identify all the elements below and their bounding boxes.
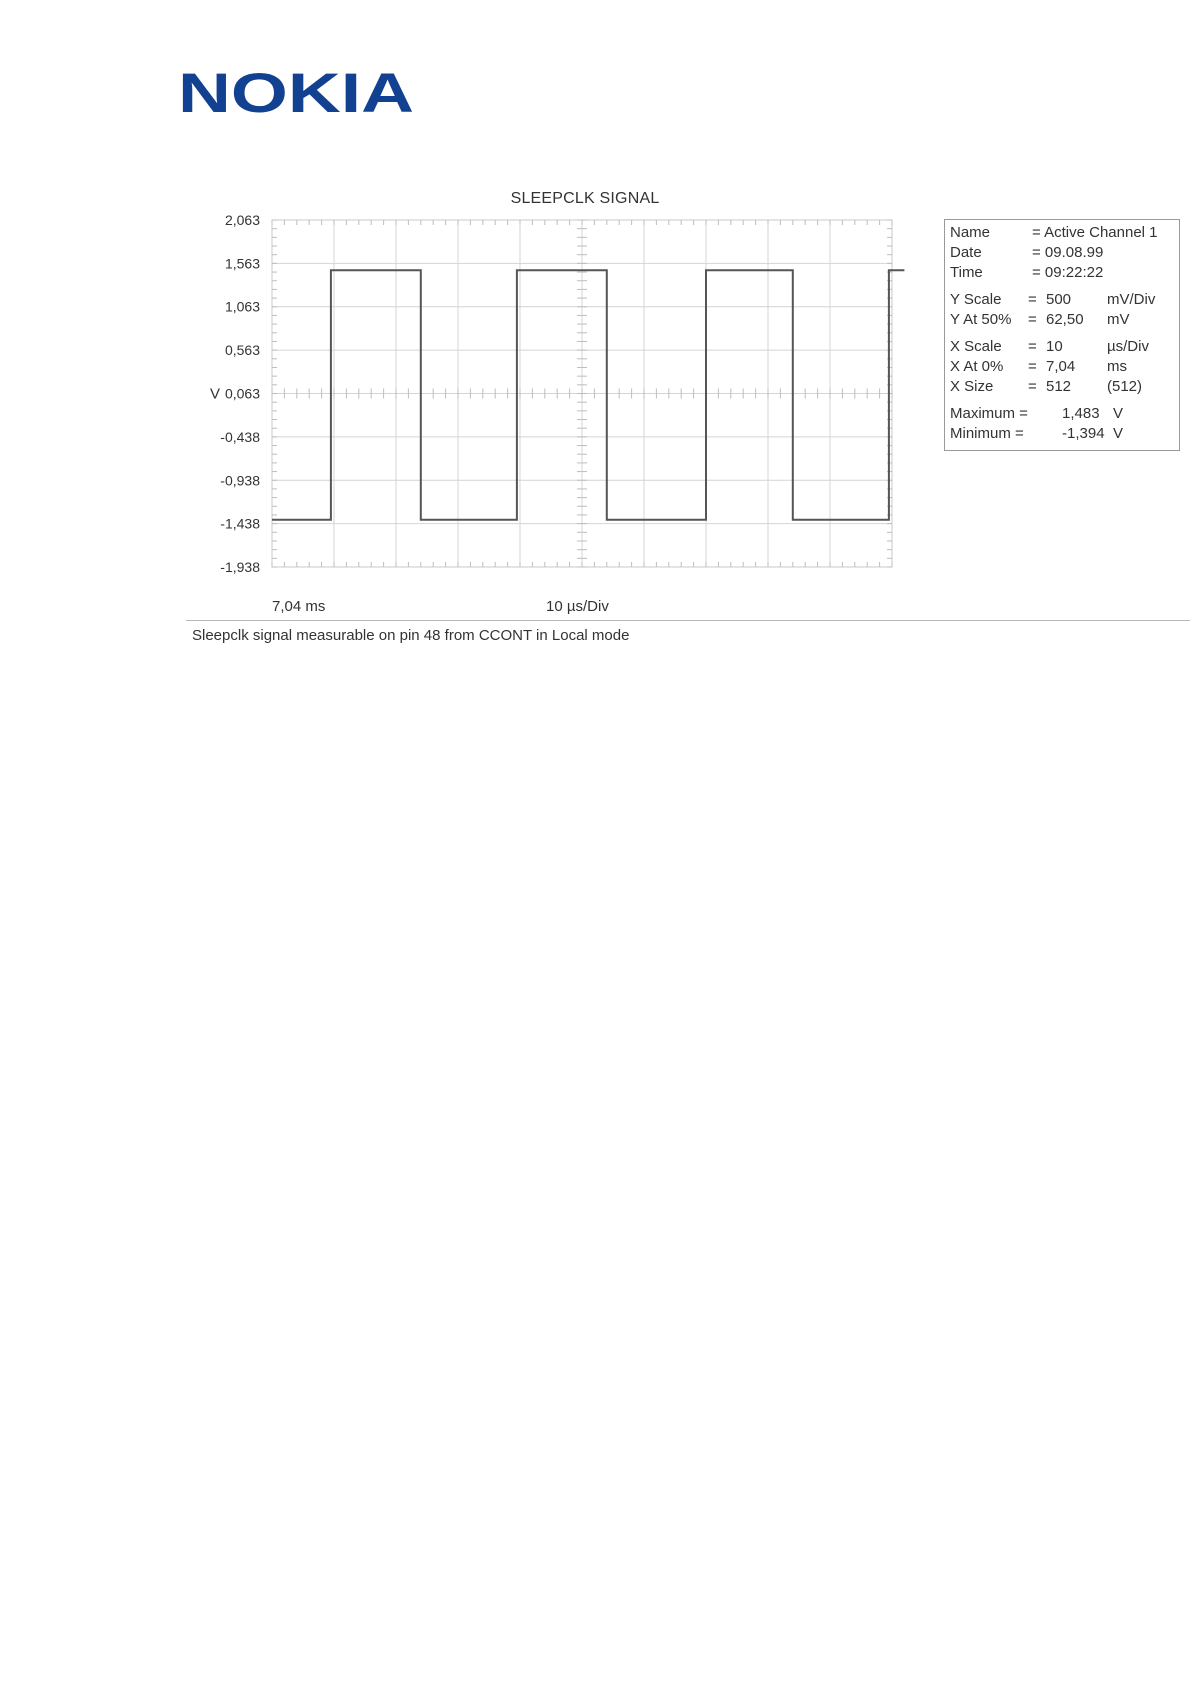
nokia-logo-text: NOKIA (178, 66, 414, 114)
info-label: Minimum = (950, 425, 1024, 442)
info-value: 500 (1046, 291, 1072, 308)
oscilloscope-plot (190, 200, 910, 620)
info-value: = 09.08.99 (1032, 244, 1104, 261)
info-label: X Scale (950, 338, 1002, 355)
y-tick-label: 1,563 (224, 255, 260, 272)
info-unit: (512) (1107, 378, 1143, 395)
info-row (950, 405, 1176, 423)
info-unit: V (1113, 405, 1124, 422)
info-label: Name (950, 224, 991, 241)
info-value: 62,50 (1046, 311, 1084, 328)
info-label: Date (950, 244, 982, 261)
info-row (950, 264, 1176, 282)
info-separator: = (1028, 378, 1037, 395)
info-label: Y At 50% (950, 311, 1012, 328)
info-value: -1,394 (1062, 425, 1105, 442)
info-row (950, 224, 1176, 242)
info-value: 512 (1046, 378, 1072, 395)
info-row (950, 425, 1176, 443)
y-tick-label: -0,438 (220, 428, 260, 445)
chart-title: SLEEPCLK SIGNAL (510, 190, 660, 207)
info-unit: µs/Div (1107, 338, 1149, 355)
info-value: 1,483 (1062, 405, 1100, 422)
info-unit: mV/Div (1107, 291, 1156, 308)
info-value: = 09:22:22 (1032, 264, 1104, 281)
info-row (950, 244, 1176, 262)
info-label: X At 0% (950, 358, 1004, 375)
y-tick-label: 2,063 (224, 212, 260, 228)
y-tick-label: -1,938 (220, 559, 260, 575)
x-start-label: 7,04 ms (272, 598, 326, 615)
info-label: Y Scale (950, 291, 1002, 308)
nokia-logo (178, 66, 414, 114)
y-tick-label: -1,438 (220, 515, 260, 532)
figure-caption: Sleepclk signal measurable on pin 48 from CCONT in Local mode (192, 627, 630, 644)
y-tick-label: 0,063 (224, 385, 260, 402)
info-unit: mV (1107, 311, 1130, 328)
info-value: = Active Channel 1 (1032, 224, 1158, 241)
info-row (950, 311, 1176, 329)
info-label: X Size (950, 378, 994, 395)
info-value: 10 (1046, 338, 1063, 355)
info-separator: = (1028, 338, 1037, 355)
x-scale-label: 10 µs/Div (546, 598, 609, 615)
info-value: 7,04 (1046, 358, 1076, 375)
info-row (950, 291, 1176, 309)
y-tick-label: 0,563 (224, 342, 260, 359)
info-separator: = (1028, 291, 1037, 308)
info-label: Maximum = (950, 405, 1028, 422)
info-row (950, 338, 1176, 356)
measurement-info-panel (944, 219, 1180, 451)
signal-trace (272, 270, 904, 520)
info-separator: = (1028, 311, 1037, 328)
caption-divider (186, 620, 1190, 621)
info-separator: = (1028, 358, 1037, 375)
info-unit: ms (1107, 358, 1127, 375)
y-tick-label: 1,063 (224, 298, 260, 315)
info-row (950, 378, 1176, 396)
y-axis-label: V (210, 385, 221, 403)
info-label: Time (950, 264, 983, 281)
info-unit: V (1113, 425, 1124, 442)
y-tick-label: -0,938 (220, 472, 260, 489)
info-row (950, 358, 1176, 376)
